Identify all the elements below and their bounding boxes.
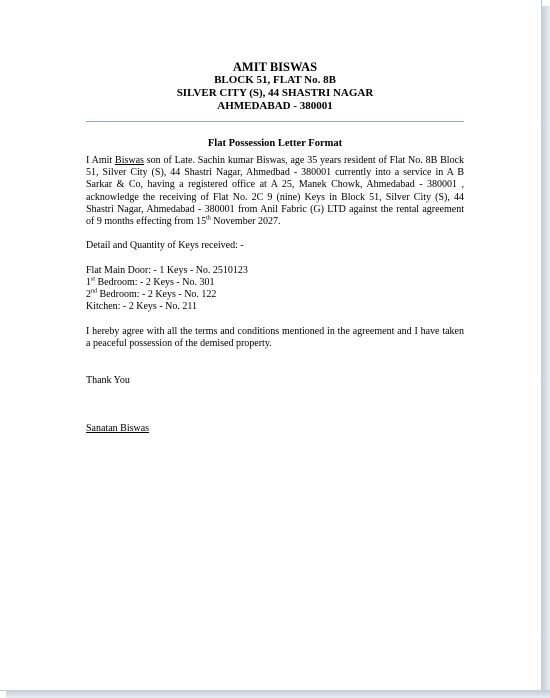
page-shadow-right — [541, 6, 550, 698]
page-shadow-bottom — [6, 690, 550, 698]
address-line-2: SILVER CITY (S), 44 SHASTRI NAGAR — [176, 87, 374, 99]
bedroom-2-text: Bedroom: - 2 Keys - No. 122 — [97, 289, 217, 301]
address-line-1: BLOCK 51, FLAT No. 8B — [214, 74, 336, 86]
bedroom-1-number: 1 — [86, 277, 91, 288]
intro-main: son of Late. Sachin kumar Biswas, age 35 years resident of Flat No. 8B Block 51, Silver City (S), 44 Shastri Nagar, Ahmedbad - 380001 currently into a service in A B Sarkar & Co, having a registered office at A 25, Manek Chowk, Ahmedabad - 380001 , acknowledge the receiving of Flat No. 2C 9 (nine) Keys in Block 51, Silver City (S), 44 Shastri Nagar, Ahmedabad - 380001 from Anil Fabric (G) LTD against the rental agreement of 9 months effecting from 15 — [86, 155, 465, 228]
signature-name: Sanatan Biswas — [86, 423, 150, 435]
keys-heading: Detail and Quantity of Keys received: - — [86, 240, 244, 252]
intro-date-suffix: th — [206, 215, 211, 222]
sender-name: AMIT BISWAS — [232, 60, 318, 74]
closing-text: Thank You — [86, 374, 130, 386]
intro-pre: I Amit — [86, 155, 116, 166]
intro-paragraph — [86, 155, 464, 228]
intro-surname: Biswas — [115, 155, 144, 166]
key-item-bedroom-1 — [86, 277, 464, 289]
letter-header — [85, 61, 465, 113]
bedroom-2-number: 2 — [86, 289, 91, 301]
key-item-kitchen: Kitchen: - 2 Keys - No. 211 — [86, 301, 197, 313]
letter-body — [86, 155, 464, 436]
agreement-paragraph: I hereby agree with all the terms and conditions mentioned in the agreement and I have taken a peaceful possession of the demised property. — [86, 325, 464, 349]
header-divider — [86, 121, 464, 122]
bedroom-2-suffix: nd — [91, 288, 97, 295]
bedroom-1-suffix: st — [91, 276, 96, 283]
document-title: Flat Possession Letter Format — [207, 138, 343, 149]
bedroom-1-text: Bedroom: - 2 Keys - No. 301 — [95, 277, 215, 288]
key-item-main-door: Flat Main Door: - 1 Keys - No. 2510123 — [86, 264, 248, 276]
address-line-3: AHMEDABAD - 380001 — [217, 100, 333, 112]
intro-end: November 2027. — [210, 216, 281, 228]
key-item-bedroom-2 — [86, 289, 464, 301]
